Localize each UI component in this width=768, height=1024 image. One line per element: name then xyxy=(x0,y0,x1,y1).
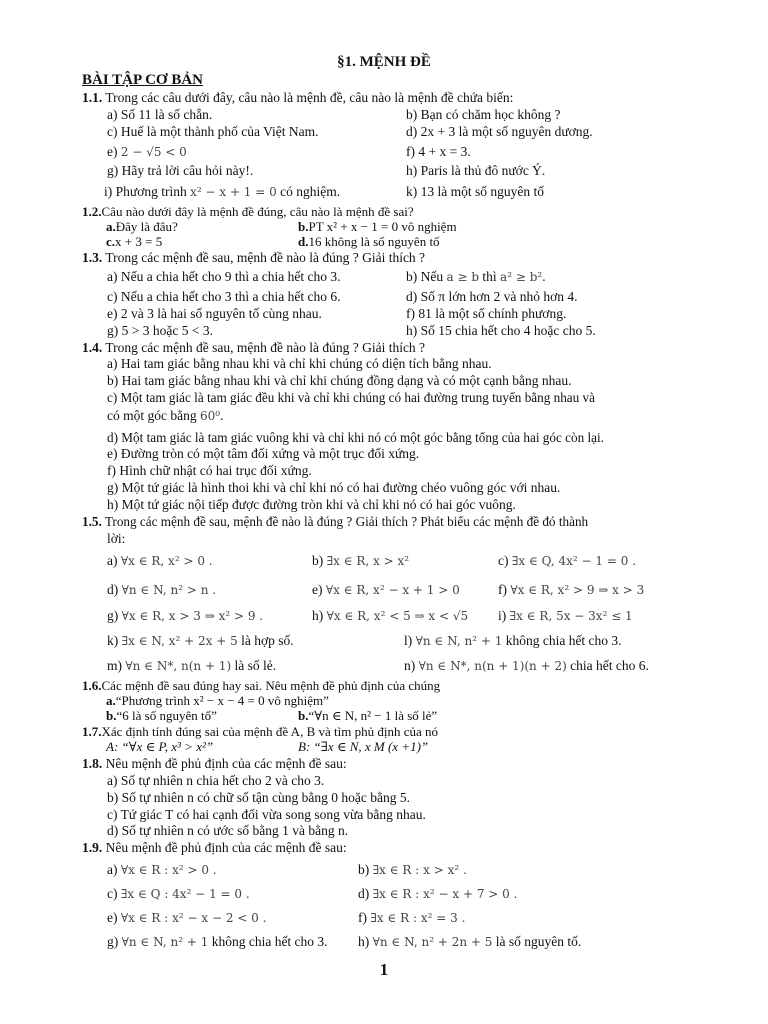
item-1-1-e xyxy=(107,144,187,160)
item-text: “Phương trình x² − x − 4 = 0 vô nghiệm” xyxy=(115,693,329,708)
question-text: Các mệnh đề sau đúng hay sai. Nêu mệnh đề phủ định của chúng xyxy=(101,678,441,693)
question-number: 1.4. xyxy=(82,340,103,355)
question-1-5 xyxy=(82,514,588,530)
item-1-7-a: A: “∀x ∈ P, x³ > x²” xyxy=(106,739,214,754)
item-1-6-c xyxy=(298,708,437,724)
item-label: n) xyxy=(404,658,416,673)
item-text: “6 là số nguyên tố” xyxy=(116,708,217,723)
item-1-4-h: h) Một tứ giác nội tiếp được đường tròn khi và chỉ khi nó có hai góc vuông. xyxy=(107,497,516,512)
item-1-3-g: g) 5 > 3 hoặc 5 < 3. xyxy=(107,323,213,338)
question-1-8 xyxy=(82,756,347,772)
item-text: là số lẻ. xyxy=(234,658,277,673)
item-1-2-c xyxy=(106,234,162,250)
item-text: . xyxy=(220,408,224,423)
question-text: Nêu mệnh đề phủ định của các mệnh đề sau: xyxy=(105,840,347,855)
item-label: a. xyxy=(106,693,116,708)
item-label: d) xyxy=(358,886,370,901)
item-text: b) Nếu xyxy=(406,269,444,284)
math-expression: ∃x ∈ Q : 4x² − 1 = 0 . xyxy=(120,887,250,901)
math-expression: 60⁰ xyxy=(199,409,221,423)
item-1-9-e xyxy=(107,910,266,926)
item-text: PT x² + x − 1 = 0 vô nghiệm xyxy=(308,219,457,234)
question-1-2 xyxy=(82,204,414,220)
item-label: k) xyxy=(107,633,119,648)
math-expression: ∀n ∈ N*, n(n + 1) xyxy=(125,659,232,673)
page-title: §1. MỆNH ĐỀ xyxy=(337,54,431,70)
question-text: Xác định tính đúng sai của mệnh đề A, B và tìm phủ định của nó xyxy=(101,724,438,739)
item-label: b) xyxy=(358,862,370,877)
item-1-7-b: B: “∃x ∈ N, x M (x +1)” xyxy=(298,739,429,754)
item-label: c) xyxy=(107,886,118,901)
math-expression: ∃x ∈ Q, 4x² − 1 = 0 . xyxy=(511,554,637,568)
item-1-4-c2 xyxy=(107,408,223,424)
item-label: h) xyxy=(312,608,324,623)
item-1-5-m xyxy=(107,658,276,674)
math-expression: ∃x ∈ R : x > x² . xyxy=(372,863,467,877)
item-text: không chia hết cho 3. xyxy=(211,934,328,949)
question-text: Trong các mệnh đề sau, mệnh đề nào là đúng ? Giải thích ? xyxy=(105,250,426,265)
item-1-5-f xyxy=(498,582,644,598)
item-1-5-c xyxy=(498,553,636,569)
item-1-1-f: f) 4 + x = 3. xyxy=(406,144,471,159)
page-number: 1 xyxy=(379,960,389,979)
question-number: 1.5. xyxy=(82,514,102,529)
question-1-9 xyxy=(82,840,347,856)
item-label: d. xyxy=(298,234,309,249)
item-label: f) xyxy=(358,910,367,925)
math-expression: a² ≥ b² xyxy=(500,270,543,284)
item-1-5-d xyxy=(107,582,216,598)
item-label: b. xyxy=(298,219,309,234)
question-number: 1.7. xyxy=(82,724,102,739)
item-1-4-b: b) Hai tam giác bằng nhau khi và chỉ khi chúng đồng dạng và có một cạnh bằng nhau. xyxy=(107,373,572,388)
math-expression: 2 − √5 < 0 xyxy=(120,145,187,159)
math-expression: ∃x ∈ R : x² − x + 7 > 0 . xyxy=(372,887,518,901)
item-label: a) xyxy=(107,553,118,568)
item-1-3-f: f) 81 là một số chính phương. xyxy=(406,306,567,321)
question-text: Trong các mệnh đề sau, mệnh đề nào là đúng ? Giải thích ? xyxy=(105,340,426,355)
math-expression: ∃x ∈ R : x² = 3 . xyxy=(370,911,466,925)
item-1-9-h xyxy=(358,934,581,950)
question-text: Câu nào dưới đây là mệnh đề đúng, câu nào là mệnh đề sai? xyxy=(101,204,414,219)
item-1-1-h: h) Paris là thủ đô nước Ý. xyxy=(406,163,546,178)
item-text: “∀n ∈ N, n² − 1 là số lẻ” xyxy=(308,708,438,723)
item-1-5-b xyxy=(312,553,409,569)
item-1-1-k: k) 13 là một số nguyên tố xyxy=(406,184,544,199)
question-1-3 xyxy=(82,250,425,266)
item-label: d) xyxy=(107,582,119,597)
section-heading: BÀI TẬP CƠ BẢN xyxy=(82,72,203,88)
item-text: có nghiệm. xyxy=(280,184,341,199)
item-1-3-d: d) Số π lớn hơn 2 và nhỏ hơn 4. xyxy=(406,289,578,304)
item-1-4-g: g) Một tứ giác là hình thoi khi và chỉ khi nó có hai đường chéo vuông góc với nhau. xyxy=(107,480,561,495)
item-1-6-a xyxy=(106,693,329,709)
question-1-1 xyxy=(82,90,513,106)
item-1-3-b xyxy=(406,269,546,285)
item-1-8-b: b) Số tự nhiên n có chữ số tận cùng bằng 0 hoặc bằng 5. xyxy=(107,790,410,805)
item-text: . xyxy=(542,269,546,284)
question-1-6 xyxy=(82,678,440,694)
math-expression: ∀x ∈ R, x² > 9 ⇒ x > 3 xyxy=(510,583,645,597)
item-text: Đây là đâu? xyxy=(115,219,178,234)
item-1-9-f xyxy=(358,910,465,926)
question-number: 1.6. xyxy=(82,678,102,693)
question-text: Nêu mệnh đề phủ định của các mệnh đề sau: xyxy=(105,756,347,771)
item-1-9-b xyxy=(358,862,467,878)
item-text: không chia hết cho 3. xyxy=(505,633,622,648)
item-1-3-c: c) Nếu a chia hết cho 3 thì a chia hết cho 6. xyxy=(107,289,341,304)
item-1-6-b xyxy=(106,708,217,724)
question-text: Trong các câu dưới đây, câu nào là mệnh đề, câu nào là mệnh đề chứa biến: xyxy=(105,90,514,105)
item-1-5-i xyxy=(498,608,633,624)
item-text: x + 3 = 5 xyxy=(115,234,163,249)
item-1-4-c1: c) Một tam giác là tam giác đều khi và chỉ khi chúng có hai đường trung tuyến bằng nhau và xyxy=(107,390,596,405)
item-1-2-a xyxy=(106,219,178,235)
math-expression: ∀x ∈ R, x² < 5 ⇒ x < √5 xyxy=(326,609,469,623)
item-1-5-n xyxy=(404,658,649,674)
item-label: g) xyxy=(107,608,119,623)
question-number: 1.8. xyxy=(82,756,103,771)
item-1-5-a xyxy=(107,553,213,569)
item-1-3-e: e) 2 và 3 là hai số nguyên tố cùng nhau. xyxy=(107,306,322,321)
item-label: c) xyxy=(498,553,509,568)
item-1-3-h: h) Số 15 chia hết cho 4 hoặc cho 5. xyxy=(406,323,596,338)
item-1-2-b xyxy=(298,219,457,235)
question-1-4 xyxy=(82,340,425,356)
math-expression: ∀x ∈ R : x² > 0 . xyxy=(120,863,217,877)
item-text: chia hết cho 6. xyxy=(570,658,649,673)
item-label: b. xyxy=(106,708,117,723)
math-expression: ∃x ∈ N, x² + 2x + 5 xyxy=(121,634,238,648)
item-1-1-d: d) 2x + 3 là một số nguyên dương. xyxy=(406,124,593,139)
item-label: f) xyxy=(498,582,507,597)
item-1-1-b: b) Bạn có chăm học không ? xyxy=(406,107,561,122)
math-expression: ∀x ∈ R, x² > 0 . xyxy=(120,554,213,568)
item-1-5-k xyxy=(107,633,294,649)
item-label: e) xyxy=(107,144,118,159)
item-text: i) Phương trình xyxy=(104,184,187,199)
item-label: h) xyxy=(358,934,370,949)
item-1-5-l xyxy=(404,633,622,649)
item-label: l) xyxy=(404,633,413,648)
item-label: a. xyxy=(106,219,116,234)
math-expression: ∀x ∈ R, x² − x + 1 > 0 xyxy=(325,583,460,597)
question-number: 1.3. xyxy=(82,250,103,265)
question-1-7 xyxy=(82,724,438,740)
question-1-5-cont: lời: xyxy=(107,531,126,546)
math-expression: ∀x ∈ R : x² − x − 2 < 0 . xyxy=(120,911,267,925)
item-1-5-e xyxy=(312,582,460,598)
question-number: 1.9. xyxy=(82,840,103,855)
math-expression: ∀n ∈ N, n² + 1 xyxy=(415,634,503,648)
item-text: là số nguyên tố. xyxy=(495,934,582,949)
item-label: c. xyxy=(106,234,116,249)
item-1-5-h xyxy=(312,608,468,624)
item-label: e) xyxy=(107,910,118,925)
item-text: thì xyxy=(482,269,497,284)
math-expression: x² − x + 1 = 0 xyxy=(190,185,277,199)
math-expression: ∃x ∈ R, x > x² xyxy=(326,554,410,568)
math-expression: ∃x ∈ R, 5x − 3x² ≤ 1 xyxy=(509,609,633,623)
math-expression: ∀n ∈ N, n² > n . xyxy=(121,583,217,597)
item-1-8-d: d) Số tự nhiên n có ước số bằng 1 và bằng n. xyxy=(107,823,349,838)
item-1-4-e: e) Đường tròn có một tâm đối xứng và một trục đối xứng. xyxy=(107,446,420,461)
item-1-8-c: c) Tứ giác T có hai cạnh đối vừa song song vừa bằng nhau. xyxy=(107,807,426,822)
item-label: e) xyxy=(312,582,323,597)
item-1-1-g: g) Hãy trả lời câu hỏi này!. xyxy=(107,163,254,178)
item-1-4-d: d) Một tam giác là tam giác vuông khi và chỉ khi nó có một góc bằng tổng của hai góc còn lại. xyxy=(107,430,604,445)
item-1-4-a: a) Hai tam giác bằng nhau khi và chỉ khi chúng có diện tích bằng nhau. xyxy=(107,356,492,371)
item-label: m) xyxy=(107,658,122,673)
question-number: 1.1. xyxy=(82,90,103,105)
item-1-9-g xyxy=(107,934,328,950)
math-expression: ∀n ∈ N*, n(n + 1)(n + 2) xyxy=(418,659,567,673)
item-text: có một góc bằng xyxy=(107,408,197,423)
item-1-9-d xyxy=(358,886,517,902)
item-text: là hợp số. xyxy=(241,633,294,648)
math-expression: ∀n ∈ N, n² + 2n + 5 xyxy=(372,935,493,949)
item-text: 16 không là số nguyên tố xyxy=(308,234,440,249)
item-label: b) xyxy=(312,553,324,568)
math-expression: ∀x ∈ R, x > 3 ⇒ x² > 9 . xyxy=(121,609,264,623)
item-1-2-d xyxy=(298,234,440,250)
item-1-3-a: a) Nếu a chia hết cho 9 thì a chia hết cho 3. xyxy=(107,269,341,284)
item-label: i) xyxy=(498,608,507,623)
question-number: 1.2. xyxy=(82,204,102,219)
item-1-1-i xyxy=(104,184,340,200)
math-expression: ∀n ∈ N, n² + 1 xyxy=(121,935,209,949)
item-1-8-a: a) Số tự nhiên n chia hết cho 2 và cho 3. xyxy=(107,773,325,788)
item-label: g) xyxy=(107,934,119,949)
item-label: a) xyxy=(107,862,118,877)
item-1-1-a: a) Số 11 là số chẵn. xyxy=(107,107,213,122)
math-expression: a ≥ b xyxy=(446,270,480,284)
item-1-5-g xyxy=(107,608,263,624)
item-1-4-f: f) Hình chữ nhật có hai trục đối xứng. xyxy=(107,463,312,478)
item-1-1-c: c) Huế là một thành phố của Việt Nam. xyxy=(107,124,319,139)
item-1-9-a xyxy=(107,862,217,878)
item-label: b. xyxy=(298,708,309,723)
question-text: Trong các mệnh đề sau, mệnh đề nào là đúng ? Giải thích ? Phát biểu các mệnh đề đó thành xyxy=(104,514,589,529)
item-1-9-c xyxy=(107,886,250,902)
